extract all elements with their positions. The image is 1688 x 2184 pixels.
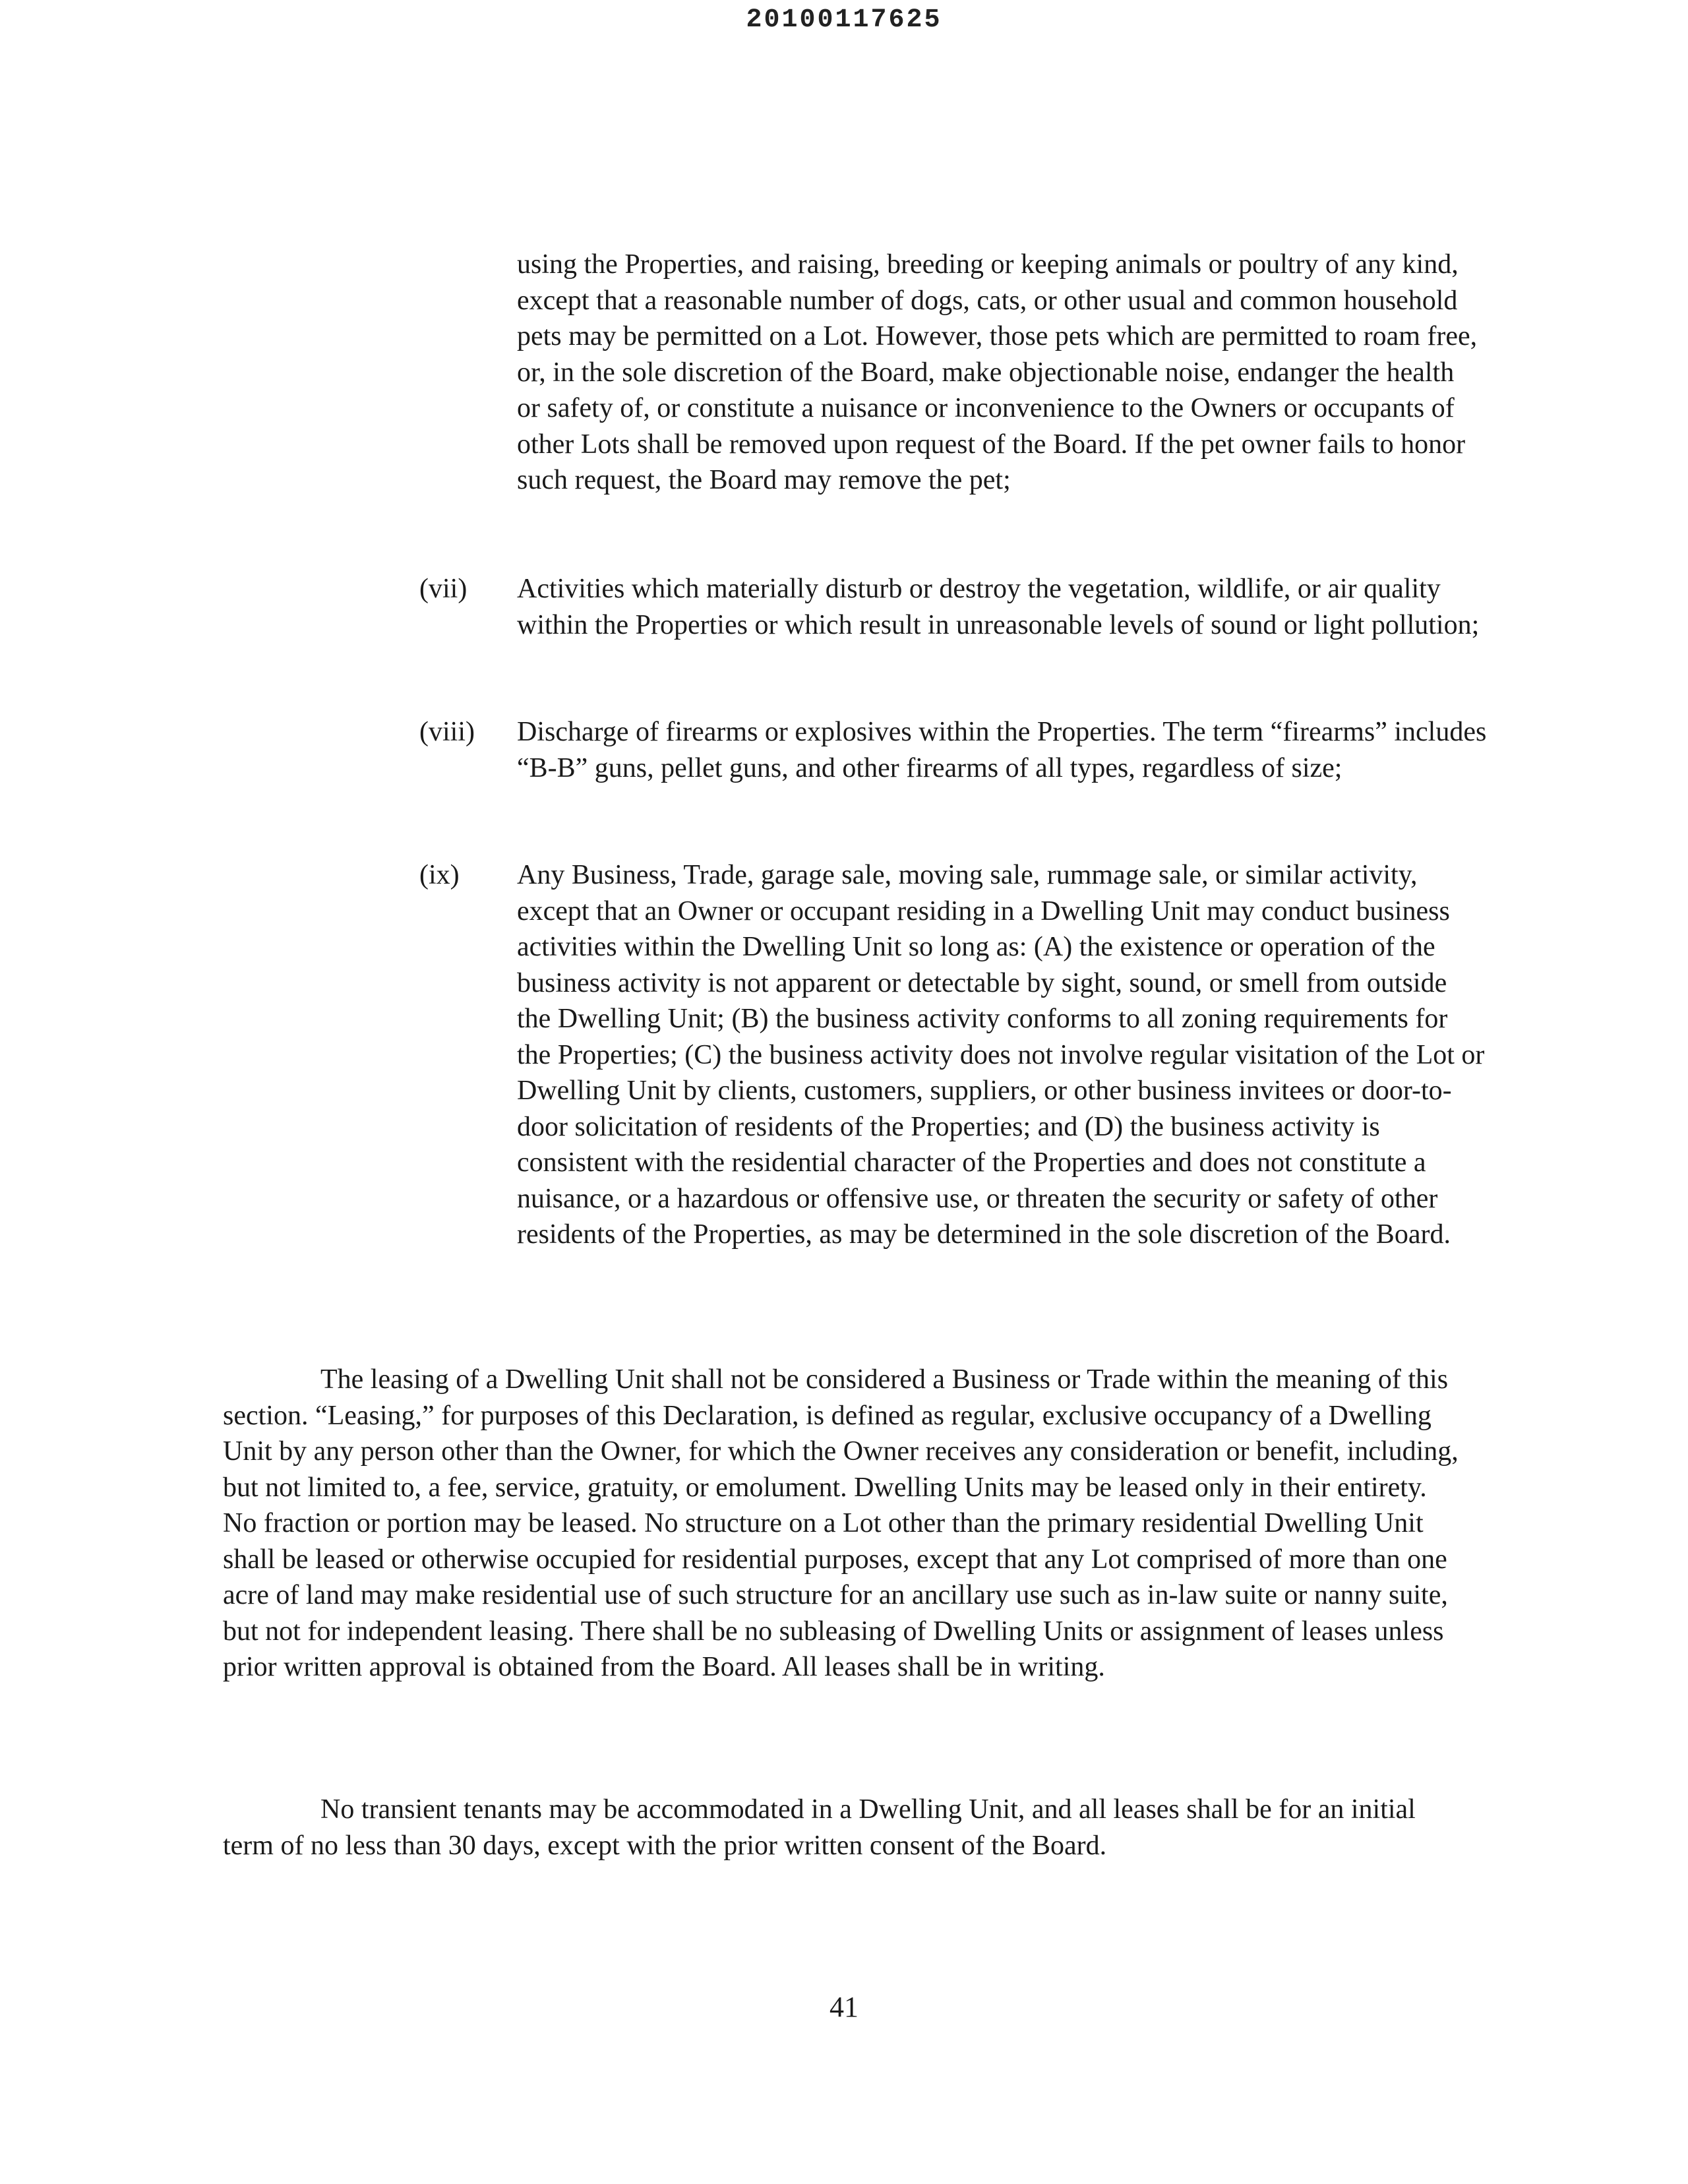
item-text: Any Business, Trade, garage sale, moving sale, rummage sale, or similar activity, except that an Owner or occupant residing in a Dwelling Unit may conduct business activities within the Dwelling Unit so long as: (A) the existence or operation of the business activity is not apparent or detectable by sight, sound, or smell from outside the Dwelling Unit; (B) the business activity conforms to all zoning requirements for the Properties; (C) the business activity does not involve regular visitation of the Lot or Dwelling Unit by clients, customers, suppliers, or other business invitees or door-to-door solicitation of residents of the Properties; and (D) the business activity is consistent with the residential character of the Properties and does not constitute a nuisance, or a hazardous or offensive use, or threaten the security or safety of other residents of the Properties, as may be determined in the sole discretion of the Board.: [517, 860, 1485, 1250]
page-number: 41: [829, 1991, 859, 2023]
leasing-paragraph: The leasing of a Dwelling Unit shall not be considered a Business or Trade within the meaning of this section. “Leasing,” for purposes of this Declaration, is defined as regular, exclusive occupancy of a Dwelling Unit by any person other than the Owner, for which the Owner receives any consideration or benefit, including, but not limited to, a fee, service, gratuity, or emolument. Dwelling Units may be leased only in their entirety. No fraction or portion may be leased. No structure on a Lot other than the primary residential Dwelling Unit shall be leased or otherwise occupied for residential purposes, except that any Lot comprised of more than one acre of land may make residential use of such structure for an ancillary use such as in-law suite or nanny suite, but not for independent leasing. There shall be no subleasing of Dwelling Units or assignment of leases unless prior written approval is obtained from the Board. All leases shall be in writing.: [223, 1364, 1459, 1682]
item-label: (vii): [419, 574, 467, 604]
document-number: 20100117625: [746, 5, 942, 35]
item-label: (viii): [419, 717, 475, 747]
transient-tenants-paragraph: No transient tenants may be accommodated in a Dwelling Unit, and all leases shall be for an initial term of no less than 30 days, except with the prior written consent of the Board.: [223, 1794, 1416, 1861]
item-text: Activities which materially disturb or destroy the vegetation, wildlife, or air quality within the Properties or which result in unreasonable levels of sound or light pollution;: [517, 574, 1480, 640]
item-text: Discharge of firearms or explosives within the Properties. The term “firearms” includes “B-B” guns, pellet guns, and other firearms of all types, regardless of size;: [517, 717, 1487, 783]
continued-paragraph: using the Properties, and raising, breeding or keeping animals or poultry of any kind, except that a reasonable number of dogs, cats, or other usual and common household pets may be permitted on a Lot. However, those pets which are permitted to roam free, or, in the sole discretion of the Board, make objectionable noise, endanger the health or safety of, or constitute a nuisance or inconvenience to the Owners or occupants of other Lots shall be removed upon request of the Board. If the pet owner fails to honor such request, the Board may remove the pet;: [517, 249, 1478, 495]
item-label: (ix): [419, 860, 460, 890]
